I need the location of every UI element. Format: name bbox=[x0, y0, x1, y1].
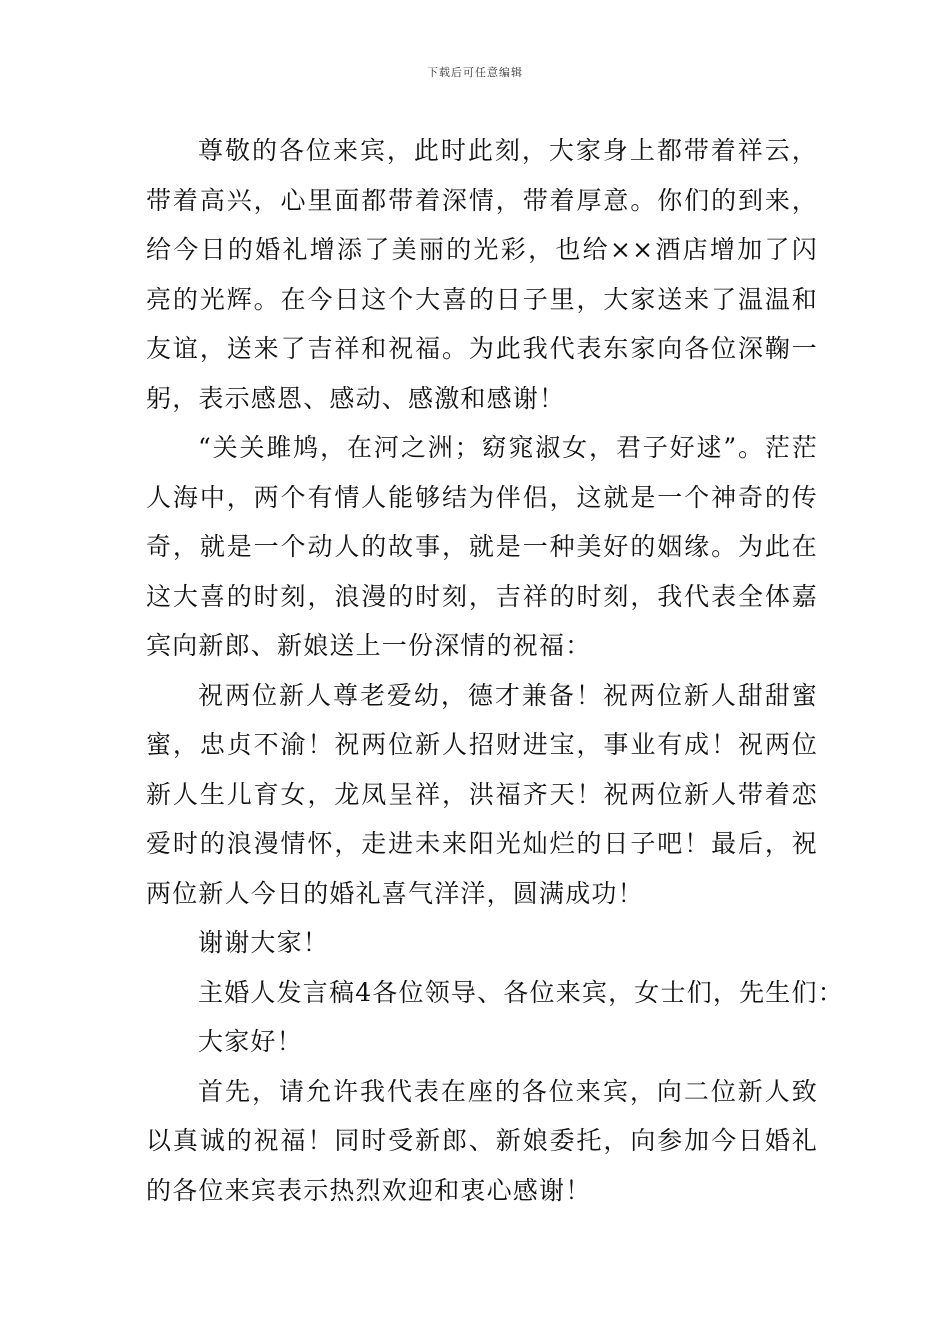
paragraph-greeting: 大家好！ bbox=[198, 1027, 303, 1056]
page-header-note: 下载后可任意编辑 bbox=[427, 66, 523, 79]
document-body bbox=[146, 126, 844, 1215]
paragraph-welcome: 尊敬的各位来宾，此时此刻，大家身上都带着祥云，带着高兴，心里面都带着深情，带着厚意。你们的到来，给今日的婚礼增添了美丽的光彩，也给××酒店增加了闪亮的光辉。在今日这个大喜的日子里，大家送来了温温和友谊，送来了吉祥和祝福。为此我代表东家向各位深鞠一躬，表示感恩、感动、感激和感谢！ bbox=[146, 136, 818, 413]
paragraph-wishes: 祝两位新人尊老爱幼，德才兼备！祝两位新人甜甜蜜蜜，忠贞不渝！祝两位新人招财进宝，事业有成！祝两位新人生儿育女，龙凤呈祥，洪福齐天！祝两位新人带着恋爱时的浪漫情怀，走进未来阳光灿烂的日子吧！最后，祝两位新人今日的婚礼喜气洋洋，圆满成功！ bbox=[146, 680, 818, 908]
paragraph-speech-title: 主婚人发言稿4各位领导、各位来宾，女士们，先生们： bbox=[198, 977, 844, 1007]
paragraph-poem-blessing: “关关雎鸠，在河之洲；窈窕淑女，君子好逑”。茫茫人海中，两个有情人能够结为伴侣，这就是一个神奇的传奇，就是一个动人的故事，就是一种美好的姻缘。为此在这大喜的时刻，浪漫的时刻，吉祥的时刻，我代表全体嘉宾向新郎、新娘送上一份深情的祝福： bbox=[146, 433, 818, 660]
paragraph-thanks: 谢谢大家！ bbox=[198, 928, 330, 957]
paragraph-opening: 首先，请允许我代表在座的各位来宾，向二位新人致以真诚的祝福！同时受新郎、新娘委托，向参加今日婚礼的各位来宾表示热烈欢迎和衷心感谢！ bbox=[146, 1076, 818, 1205]
